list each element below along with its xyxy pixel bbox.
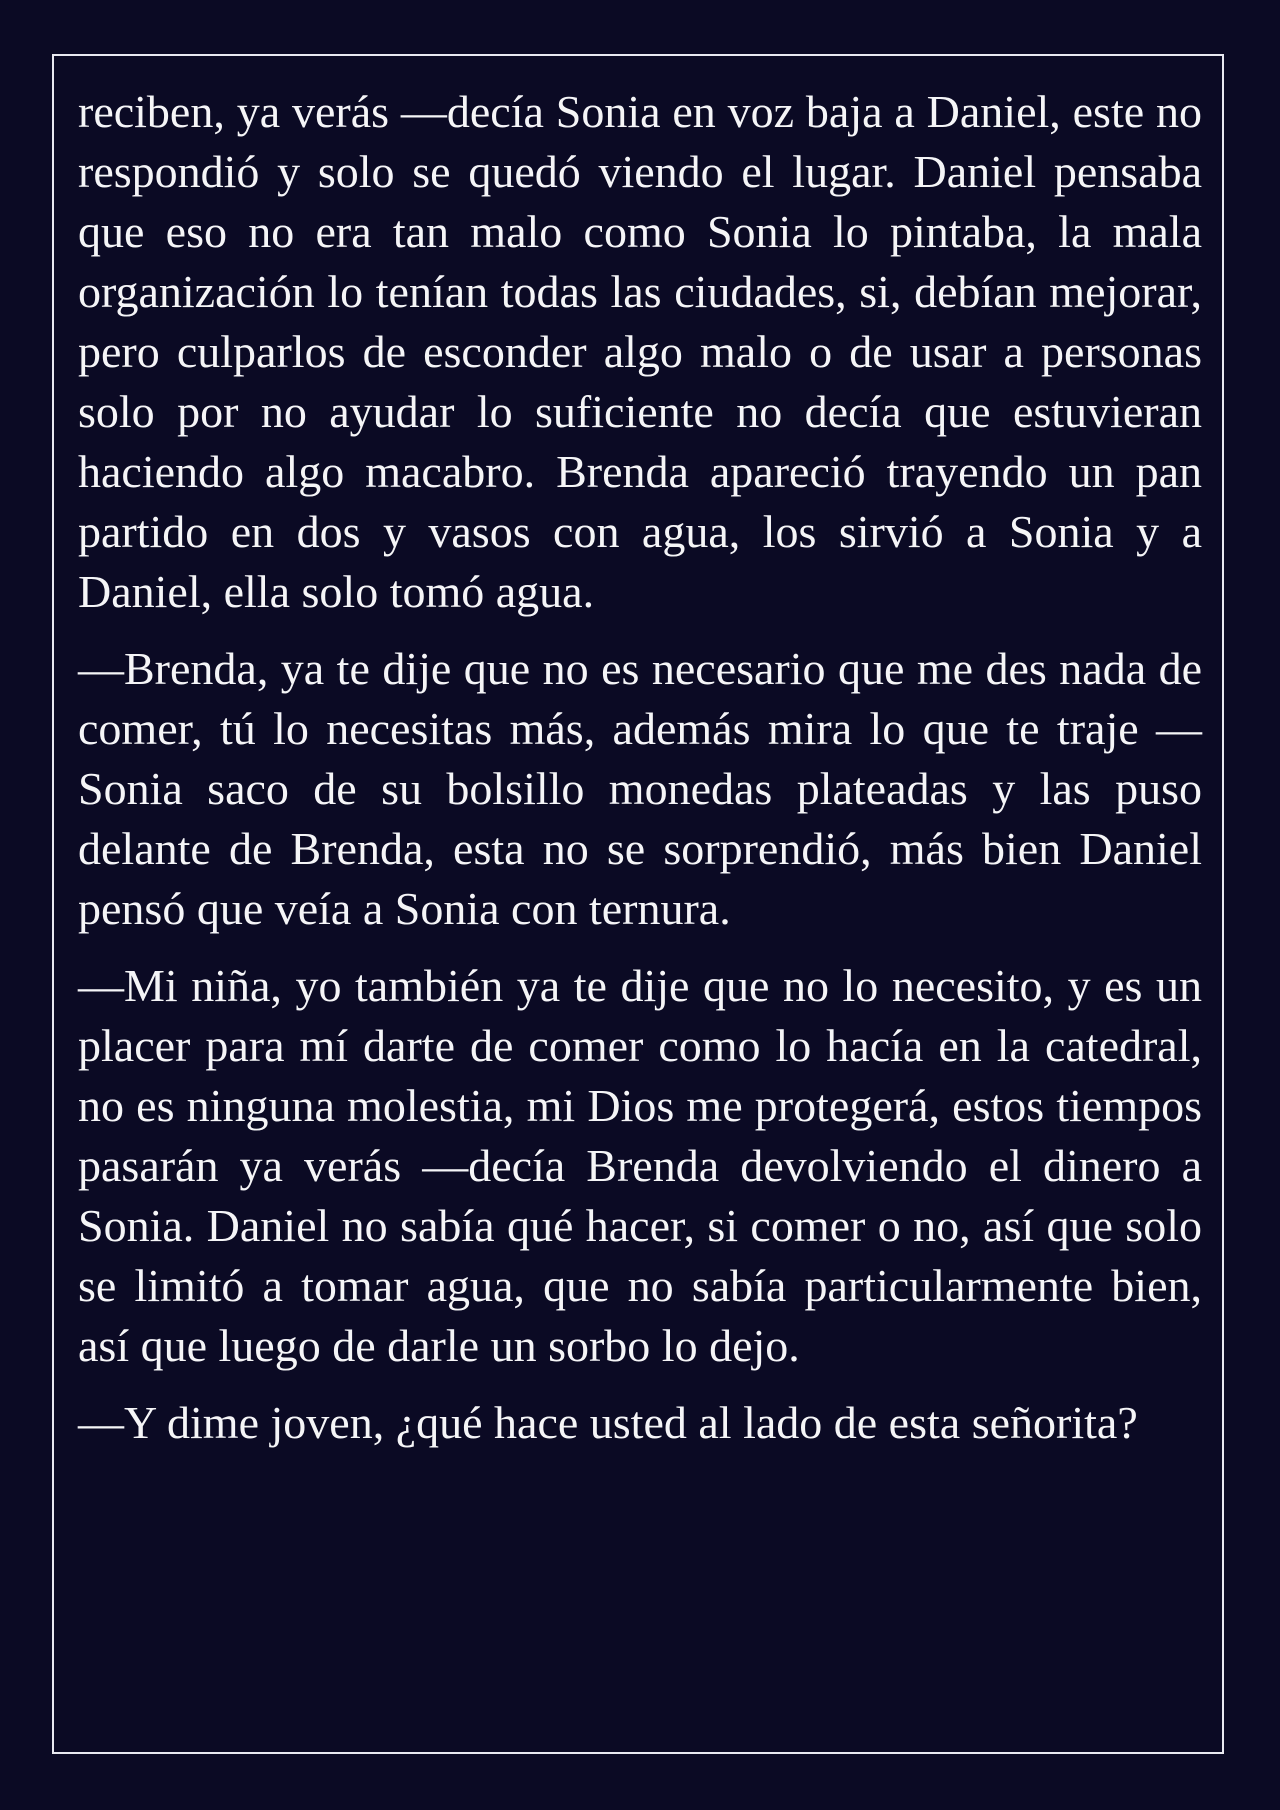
paragraph-3: —Mi niña, yo también ya te dije que no lo necesito, y es un placer para mí darte de comer como lo hacía en la catedral, no es ninguna molestia, mi Dios me protegerá, estos tiempos pasarán ya verás —decía Brenda devolviendo el dinero a Sonia. Daniel no sabía qué hacer, si comer o no, así que solo se limitó a tomar agua, que no sabía particularmente bien, así que luego de darle un sorbo lo dejo. bbox=[78, 960, 1202, 1371]
paragraph-1: reciben, ya verás —decía Sonia en voz baja a Daniel, este no respondió y solo se quedó viendo el lugar. Daniel pensaba que eso no era tan malo como Sonia lo pintaba, la mala organización lo tenían todas las ciudades, si, debían mejorar, pero culparlos de esconder algo malo o de usar a personas solo por no ayudar lo suficiente no decía que estuvieran haciendo algo macabro. Brenda apareció trayendo un pan partido en dos y vasos con agua, los sirvió a Sonia y a Daniel, ella solo tomó agua. bbox=[78, 86, 1202, 617]
document-text bbox=[78, 82, 1202, 1470]
paragraph-2: —Brenda, ya te dije que no es necesario que me des nada de comer, tú lo necesitas más, además mira lo que te traje —Sonia saco de su bolsillo monedas plateadas y las puso delante de Brenda, esta no se sorprendió, más bien Daniel pensó que veía a Sonia con ternura. bbox=[78, 643, 1202, 934]
paragraph-4: —Y dime joven, ¿qué hace usted al lado de esta señorita? bbox=[78, 1397, 1138, 1448]
